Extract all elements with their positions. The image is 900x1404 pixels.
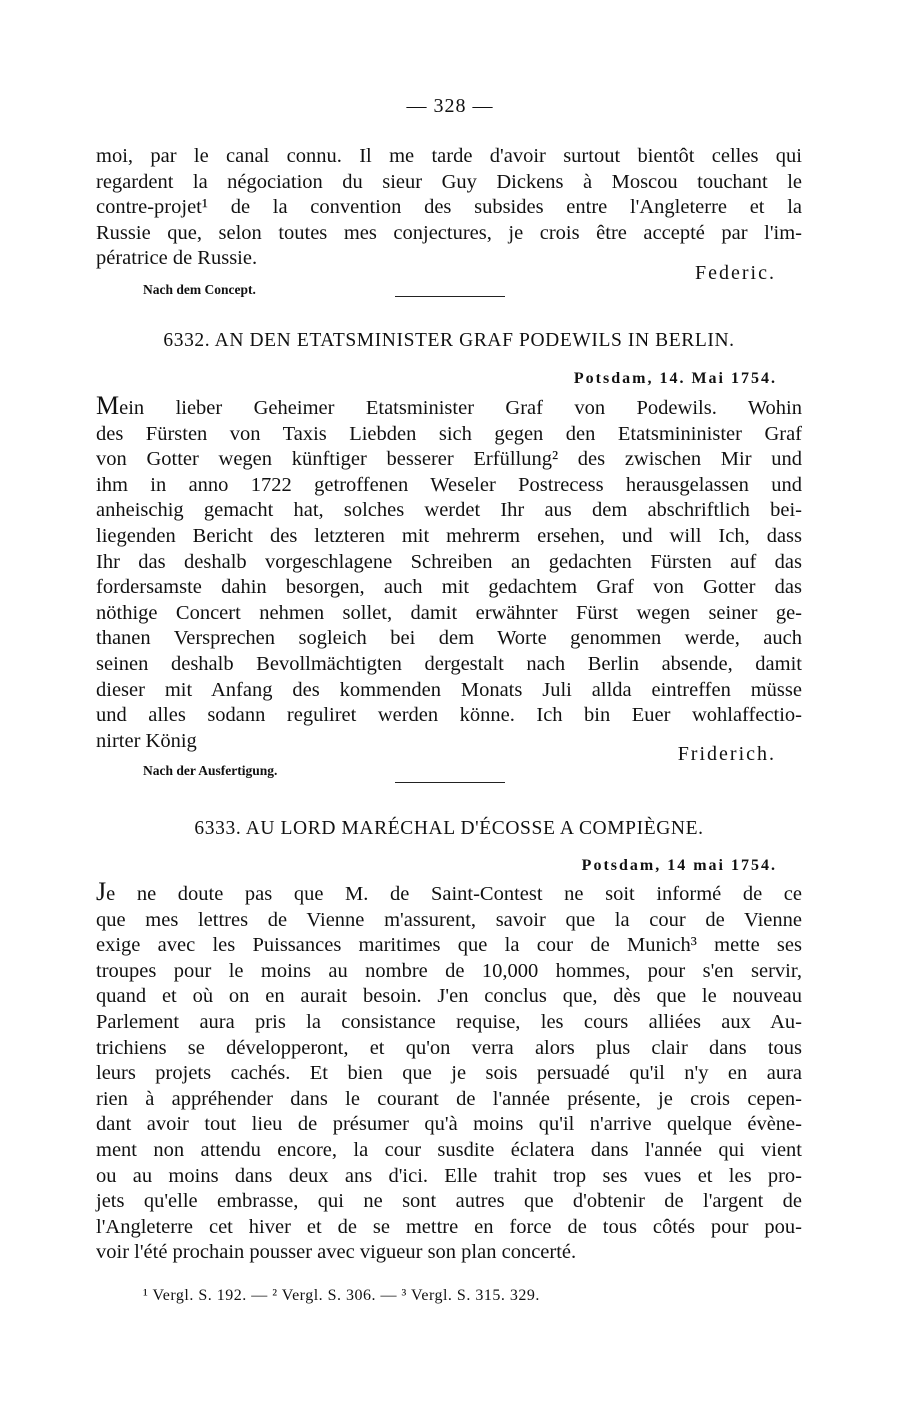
text-line: Russie que, selon toutes mes conjectures, je crois être accepté par l'im- [96,221,802,244]
text-line: von Gotter wegen künftiger besserer Erfüllung² des zwischen Mir und [96,448,802,471]
initial-letter: M [96,391,120,420]
text-line: troupes pour le moins au nombre de 10,000 hommes, pour s'en servir, [96,959,802,982]
text-line: seinen deshalb Bevollmächtigten dergestalt nach Berlin absende, damit [96,652,802,675]
text-line [96,393,802,422]
text-line: l'Angleterre cet hiver et de se mettre en force de tous côtés pour pou- [96,1215,802,1238]
text-line: contre-projet¹ de la convention des subsides entre l'Angleterre et la [96,196,802,219]
initial-letter: J [96,877,107,906]
letter-heading: 6332. AN DEN ETATSMINISTER GRAF PODEWILS IN BERLIN. [163,330,735,351]
text-line: anheischig gemacht hat, solches werdet Ihr aus dem abschriftlich bei- [96,499,802,522]
text-line: fordersamste dahin besorgen, auch mit gedachtem Graf von Gotter das [96,576,802,599]
divider [395,782,505,783]
text-line: ou au moins dans deux ans d'ici. Elle trahit trop ses vues et les pro- [96,1164,802,1187]
signature: Friderich. [677,743,776,765]
text-line: moi, par le canal connu. Il me tarde d'avoir surtout bientôt celles qui [96,145,802,167]
text-line: dieser mit Anfang des kommenden Monats Juli allda eintreffen müsse [96,678,802,701]
text-line: nirter König [96,729,197,752]
text-line: des Fürsten von Taxis Liebden sich gegen den Etatsmininister Graf [96,422,802,445]
letter-body [96,393,802,754]
text-line: ment non attendu encore, la cour susdite éclatera dans l'année qui vient [96,1138,802,1161]
text-line: dant avoir tout lieu de présumer qu'à moins qu'il n'arrive quelque évène- [96,1113,802,1136]
text-line: voir l'été prochain pousser avec vigueur son plan concerté. [96,1241,577,1264]
text-line-rest: e ne doute pas que M. de Saint-Contest ne soit informé de ce [106,883,802,905]
text-line: liegenden Bericht des letzteren mit mehrerm ersehen, und will Ich, dass [96,524,802,547]
page-number: — 328 — [406,95,494,117]
text-line: rien à appréhender dans le courant de l'année présente, je crois cepen- [96,1087,802,1110]
letter-body [96,879,802,1266]
signature: Federic. [695,262,776,284]
text-line: Parlement aura pris la consistance requise, les cours alliées aux Au- [96,1010,802,1033]
text-line: trichiens se développeront, et qu'on verra alors plus clair dans tous [96,1036,802,1059]
text-line: thanen Versprechen sogleich bei dem Worte genommen werde, auch [96,627,802,650]
text-line: leurs projets cachés. Et bien que je sois persuadé qu'il n'y en aura [96,1062,802,1085]
text-line [96,879,802,908]
footnotes: ¹ Vergl. S. 192. — ² Vergl. S. 306. — ³ Vergl. S. 315. 329. [143,1287,540,1304]
source-note: Nach der Ausfertigung. [143,763,278,778]
text-line: nöthige Concert nehmen sollet, damit erwähnter Fürst wegen seiner ge- [96,601,802,624]
source-note: Nach dem Concept. [143,282,256,297]
text-line: pératrice de Russie. [96,247,258,270]
text-line: regardent la négociation du sieur Guy Dickens à Moscou touchant le [96,170,802,193]
text-line: quand et où on en aurait besoin. J'en conclus que, dès que le nouveau [96,985,802,1008]
text-line: que mes lettres de Vienne m'assurent, savoir que la cour de Vienne [96,908,802,931]
text-line-rest: ein lieber Geheimer Etatsminister Graf von Podewils. Wohin [119,397,802,419]
text-line: jets qu'elle embrasse, qui ne sont autres que d'obtenir de l'argent de [96,1190,802,1213]
text-line: Ihr das deshalb vorgeschlagene Schreiben an gedachten Fürsten auf das [96,550,802,573]
text-line: und alles sodann reguliret werden könne. Ich bin Euer wohlaffectio- [96,704,802,727]
text-line: exige avec les Puissances maritimes que la cour de Munich³ mette ses [96,934,802,957]
letter-heading: 6333. AU LORD MARÉCHAL D'ÉCOSSE A COMPIÈGNE. [194,818,704,839]
divider [395,296,505,297]
text-line: ihm in anno 1722 getroffenen Weseler Postrecess herausgelassen und [96,473,802,496]
prev-letter-body [96,144,802,272]
dateline: Potsdam, 14 mai 1754. [581,857,777,874]
dateline: Potsdam, 14. Mai 1754. [573,370,777,387]
